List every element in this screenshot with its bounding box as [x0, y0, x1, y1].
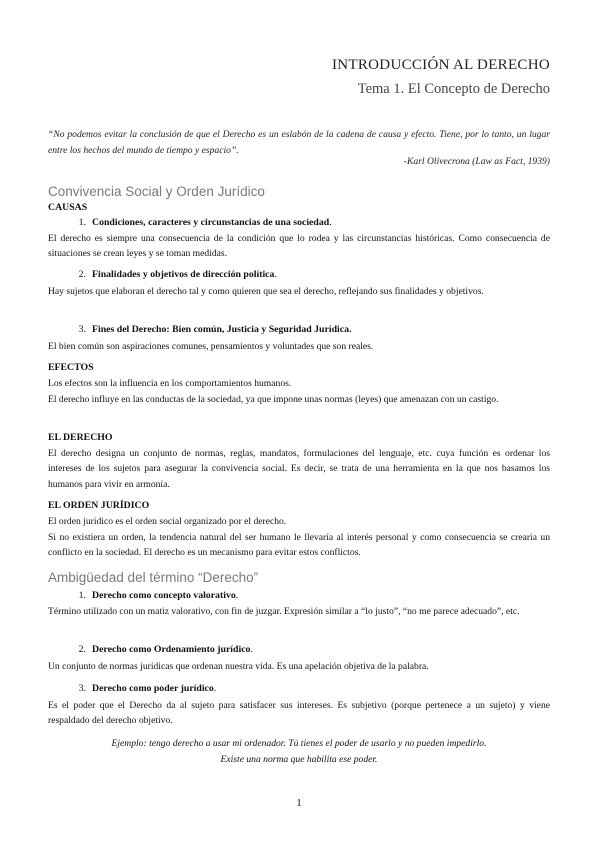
page-number: 1: [296, 797, 302, 809]
acepcion-2-heading: [48, 644, 253, 655]
orden-juridico-label: EL ORDEN JURÍDICO: [48, 500, 150, 511]
causa-1-heading: [48, 217, 332, 228]
acepcion-3-text: Es el poder que el Derecho da al sujeto para satisfacer sus intereses. Es subjetivo (porque pertenece a un sujeto) y viene respaldado del derecho objetivo.: [48, 700, 550, 727]
acepcion-1-heading: [48, 590, 238, 601]
causa-3-number: 3.: [78, 324, 86, 335]
causa-1-trail: .: [329, 217, 332, 228]
orden-juridico-text-1: El orden jurídico es el orden social organizado por el derecho.: [48, 516, 287, 527]
orden-juridico-text-2: Si no existiera un orden, la tendencia natural del ser humano le llevaría al interés personal y como consecuencia se crearía un conflicto en la sociedad. El derecho es un mecanismo para evitar estos conflictos.: [48, 532, 550, 559]
acepcion-1-title: Derecho como concepto valorativo: [92, 590, 236, 601]
acepcion-3-title: Derecho como poder jurídico: [92, 683, 214, 694]
causa-2-text: Hay sujetos que elaboran el derecho tal y como quieren que sea el derecho, reflejando sus finalidades y objetivos.: [48, 286, 484, 297]
acepcion-2-text: Un conjunto de normas jurídicas que ordenan nuestra vida. Es una apelación objetiva de la palabra.: [48, 661, 429, 672]
acepcion-3-heading: [48, 683, 216, 694]
causa-3-title: Fines del Derecho: Bien común, Justicia y Seguridad Jurídica.: [92, 324, 352, 335]
document-subtitle: Tema 1. El Concepto de Derecho: [357, 81, 550, 97]
causa-2-trail: .: [274, 269, 277, 280]
causas-label: CAUSAS: [48, 202, 88, 213]
causa-1-text: El derecho es siempre una consecuencia de la condición que lo rodea y las circunstancias históricas. Como consecuencia de situaciones se crean leyes y se toman medidas.: [48, 233, 550, 260]
acepcion-2-title: Derecho como Ordenamiento jurídico: [92, 644, 251, 655]
efectos-text-1: Los efectos son la influencia en los comportamientos humanos.: [48, 378, 292, 389]
example-line-1: Ejemplo: tengo derecho a usar mi ordenador. Tú tienes el poder de usarlo y no pueden impedirlo.: [111, 738, 487, 749]
efectos-label: EFECTOS: [48, 362, 94, 373]
example-note: [48, 736, 550, 768]
causa-1-number: 1.: [78, 217, 86, 228]
causa-2-number: 2.: [78, 269, 86, 280]
derecho-label: EL DERECHO: [48, 432, 113, 443]
acepcion-1-text: Término utilizado con un matiz valorativo, con fin de juzgar. Expresión similar a “lo justo”, “no me parece adecuado”, etc.: [48, 606, 520, 617]
acepcion-2-trail: .: [250, 644, 253, 655]
causa-3-heading: [48, 324, 351, 335]
example-line-2: Existe una norma que habilita ese poder.: [220, 754, 378, 765]
section-heading-ambiguedad: Ambigüedad del término “Derecho”: [48, 570, 259, 585]
acepcion-1-trail: .: [235, 590, 239, 601]
efectos-text-2: El derecho influye en las conductas de la sociedad, ya que impone unas normas (leyes) que amenazan con un castigo.: [48, 394, 499, 405]
quote-attribution: -Karl Olivecrona (Law as Fact, 1939): [403, 156, 550, 167]
causa-2-title: Finalidades y objetivos de dirección política: [92, 269, 275, 280]
causa-2-heading: [48, 269, 277, 280]
acepcion-1-number: 1.: [78, 590, 86, 601]
causa-3-text: El bien común son aspiraciones comunes, pensamientos y voluntades que son reales.: [48, 341, 374, 352]
acepcion-3-trail: .: [213, 683, 217, 694]
epigraph-quote: “No podemos evitar la conclusión de que el Derecho es un eslabón de la cadena de causa y efecto. Tiene, por lo tanto, un lugar entre los hechos del mundo de tiempo y espacio”.: [48, 129, 550, 156]
causa-1-title: Condiciones, caracteres y circunstancias de una sociedad: [92, 217, 330, 228]
section-heading-convivencia: Convivencia Social y Orden Jurídico: [48, 184, 265, 199]
document-title: INTRODUCCIÓN AL DERECHO: [331, 57, 550, 73]
derecho-text: El derecho designa un conjunto de normas, reglas, mandatos, formulaciones del lenguaje, etc. cuya función es ordenar los intereses de los sujetos para asegurar la convivencia social. Es decir, se trata de una herramienta en la que nos basamos los humanos para vivir en armonía.: [48, 448, 550, 490]
acepcion-3-number: 3.: [78, 683, 86, 694]
acepcion-2-number: 2.: [78, 644, 86, 655]
